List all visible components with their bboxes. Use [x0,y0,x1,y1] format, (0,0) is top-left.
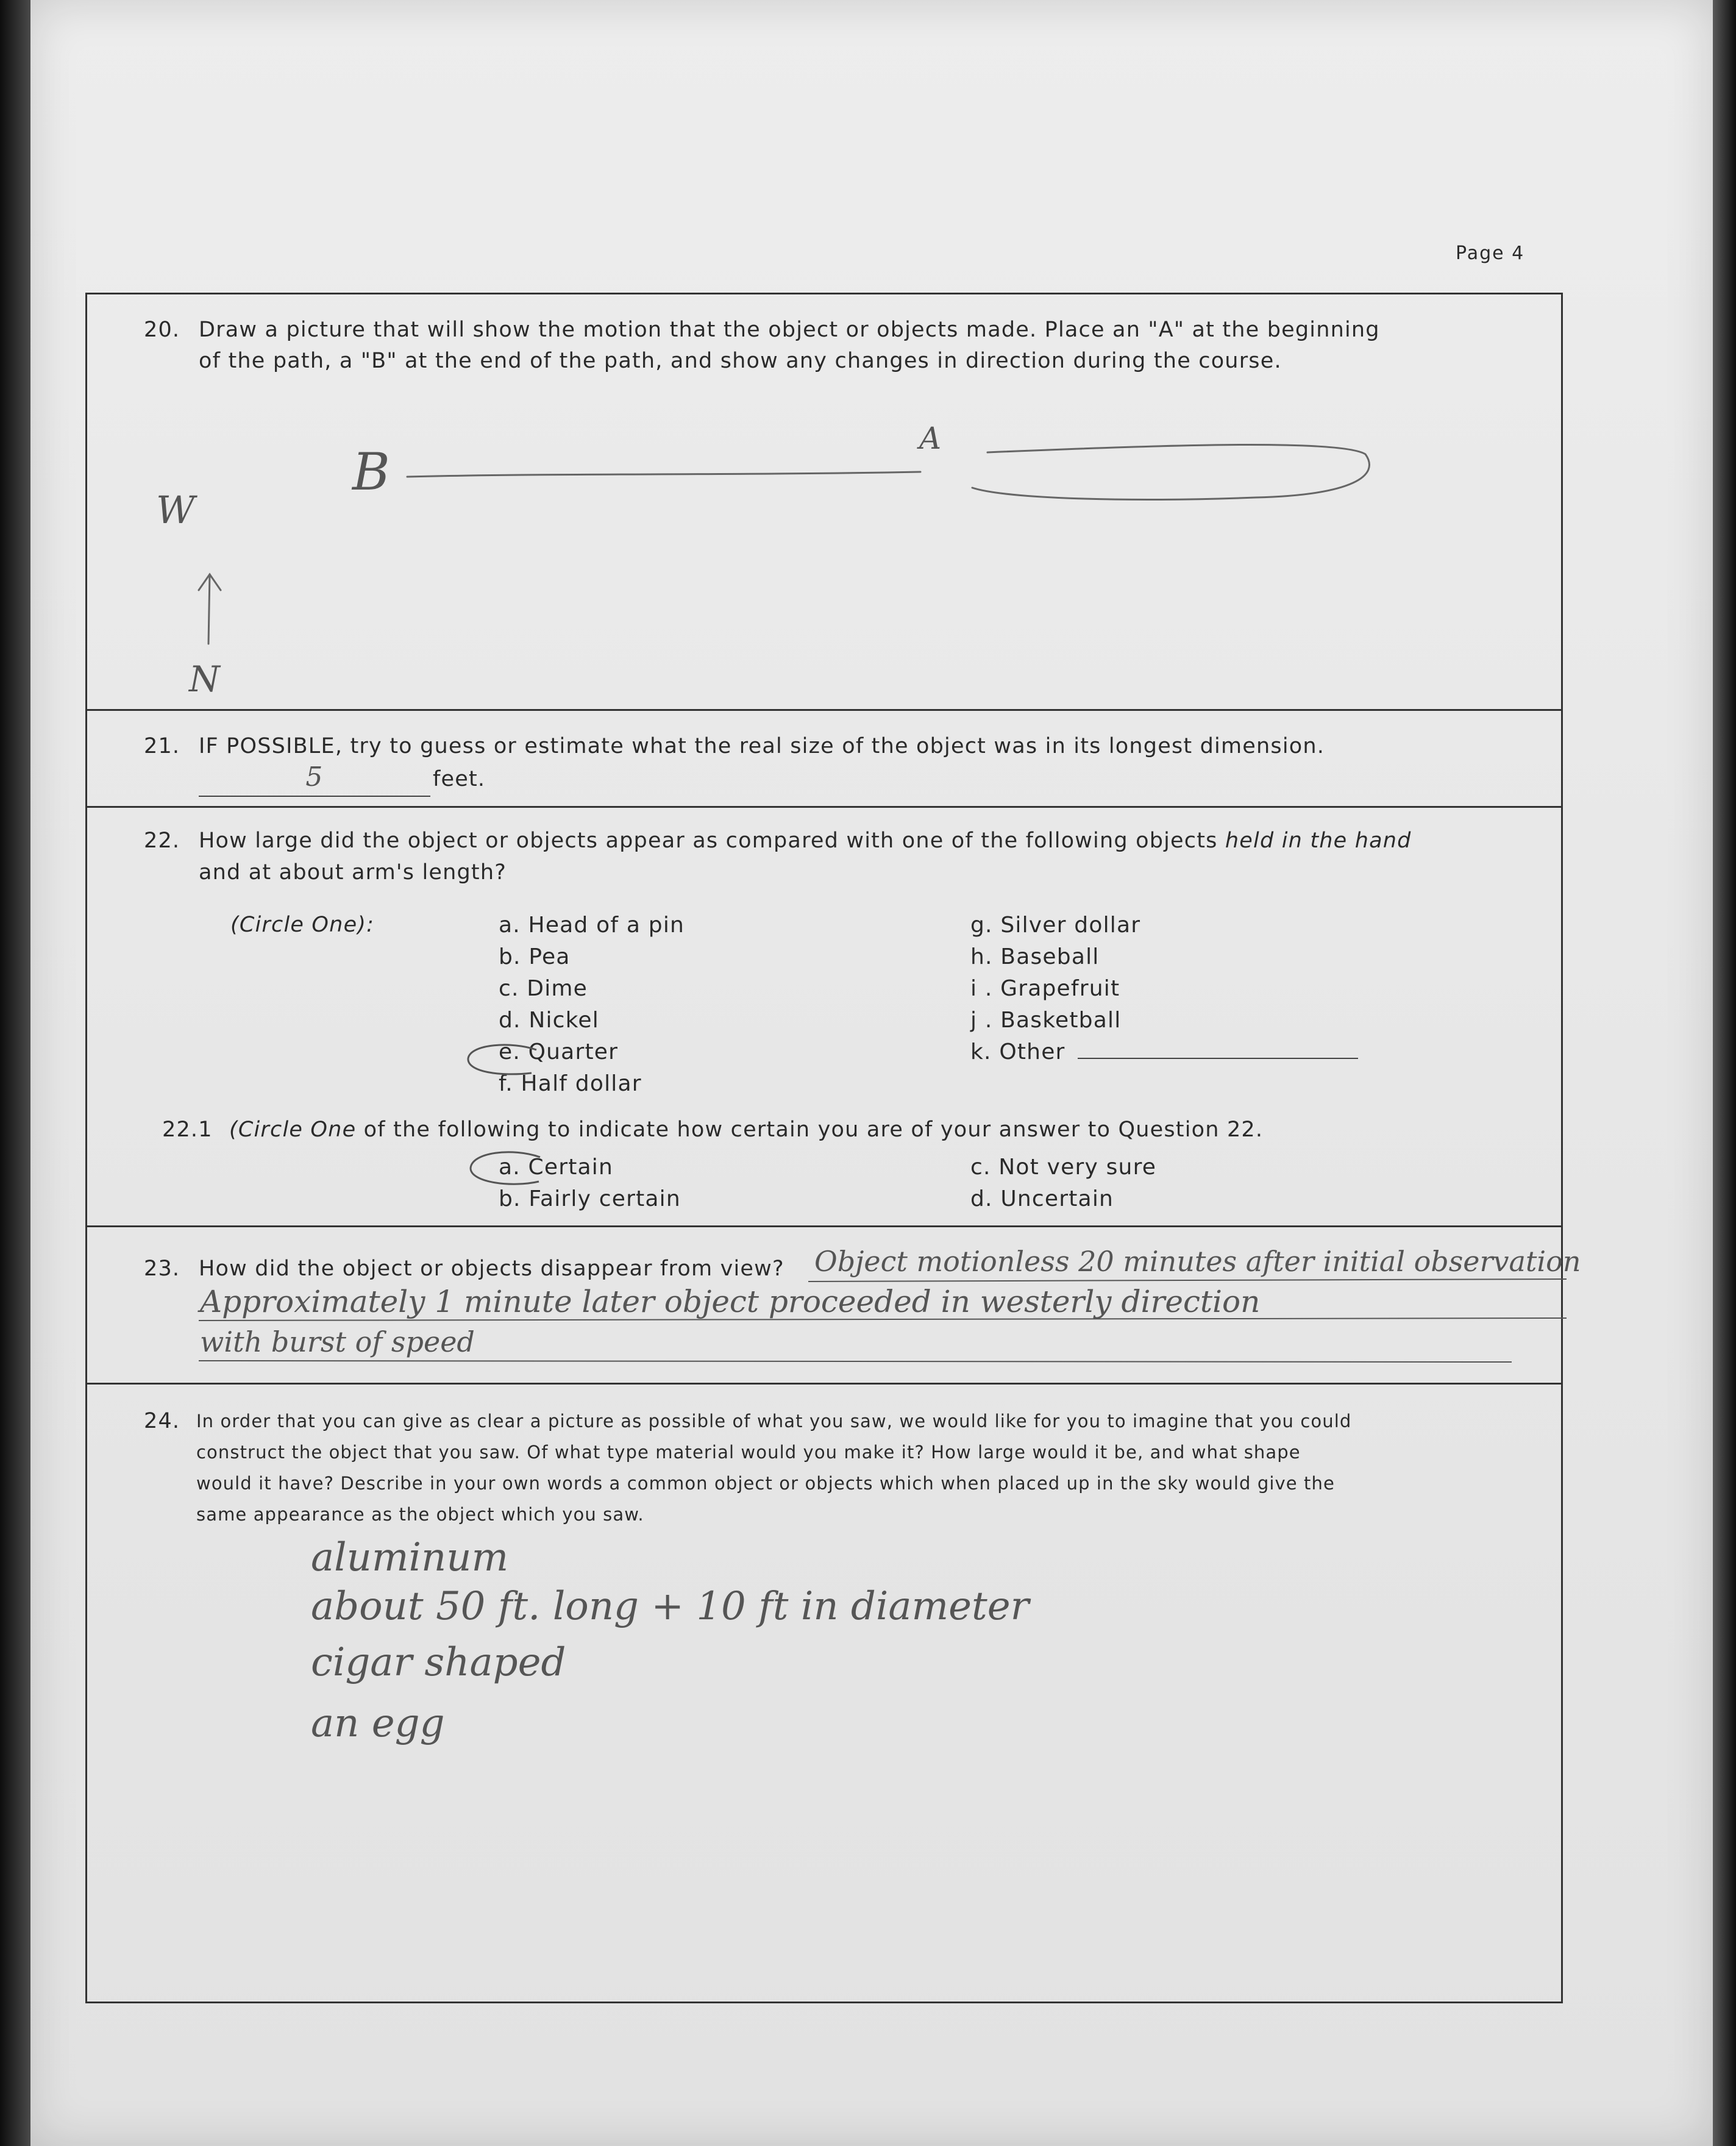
question-22-instruction: (Circle One): [230,913,375,937]
question-23-number: 23. [144,1257,180,1281]
option-head-of-pin[interactable]: a. Head of a pin [499,913,685,938]
question-22-number: 22. [144,829,180,853]
question-23-answer-line-3: with burst of speed [200,1325,475,1358]
sketch-label-a: A [919,421,942,456]
question-24-answer-line-4: an egg [311,1701,445,1746]
question-24-answer-line-3: cigar shaped [311,1640,566,1685]
question-22-line-1-italic: held in the hand [1225,829,1412,853]
option-fairly-certain[interactable]: b. Fairly certain [499,1186,681,1211]
question-24-answer-line-2: about 50 ft. long + 10 ft in diameter [311,1584,1030,1629]
question-24-line-4: same appearance as the object which you saw. [196,1504,644,1525]
option-uncertain[interactable]: d. Uncertain [970,1186,1114,1211]
option-not-very-sure[interactable]: c. Not very sure [970,1155,1157,1180]
question-24-answer-line-1: aluminum [311,1535,509,1580]
option-grapefruit[interactable]: i . Grapefruit [970,976,1120,1001]
option-nickel[interactable]: d. Nickel [499,1008,599,1033]
question-21-body: try to guess or estimate what the real size of the object was in its longest dimension. [343,734,1325,758]
question-23-answer-line-1: Object motionless 20 minutes after initial observation [814,1245,1581,1278]
option-dime[interactable]: c. Dime [499,976,588,1001]
question-23-text: How did the object or objects disappear from view? [199,1257,784,1281]
question-20-line-1: Draw a picture that will show the motion that the object or objects made. Place an "A" at the beginning [199,318,1380,342]
question-24-line-2: construct the object that you saw. Of what type material would you make it? How large would it be, and what shape [196,1442,1301,1463]
question-22-line-2: and at about arm's length? [199,860,507,885]
question-21-prefix: IF POSSIBLE, [199,734,343,758]
option-half-dollar[interactable]: f. Half dollar [499,1071,642,1096]
option-baseball[interactable]: h. Baseball [970,944,1100,969]
question-20-line-2: of the path, a "B" at the end of the path, and show any changes in direction during the course. [199,349,1282,373]
option-basketball[interactable]: j . Basketball [970,1008,1122,1033]
question-24-line-1: In order that you can give as clear a picture as possible of what you saw, we would like for you to imagine that you could [196,1411,1352,1431]
question-20-number: 20. [144,318,180,342]
question-24-number: 24. [144,1409,180,1433]
size-unit: feet. [433,767,486,791]
option-quarter[interactable]: e. Quarter [499,1039,619,1064]
question-21-number: 21. [144,734,180,758]
question-22-1-number: 22.1 [162,1118,213,1142]
question-23-answer-line-2: Approximately 1 minute later object proceeded in westerly direction [200,1284,1261,1319]
question-22-1-italic: (Circle One [229,1118,357,1142]
page-number: Page 4 [1456,243,1525,264]
option-silver-dollar[interactable]: g. Silver dollar [970,913,1141,938]
question-22-line-1-start: How large did the object or objects appear as compared with one of the following objects [199,829,1225,853]
question-22-1-body: of the following to indicate how certain you are of your answer to Question 22. [356,1118,1264,1142]
size-answer: 5 [305,761,324,793]
option-other-label: k. Other [970,1039,1065,1064]
sketch-label-n: N [189,658,220,700]
option-pea[interactable]: b. Pea [499,944,571,969]
sketch-label-b: B [352,442,390,502]
question-24-line-3: would it have? Describe in your own words a common object or objects which when placed up in the sky would give the [196,1473,1335,1494]
option-certain[interactable]: a. Certain [499,1155,614,1180]
sketch-label-w: W [156,488,195,532]
